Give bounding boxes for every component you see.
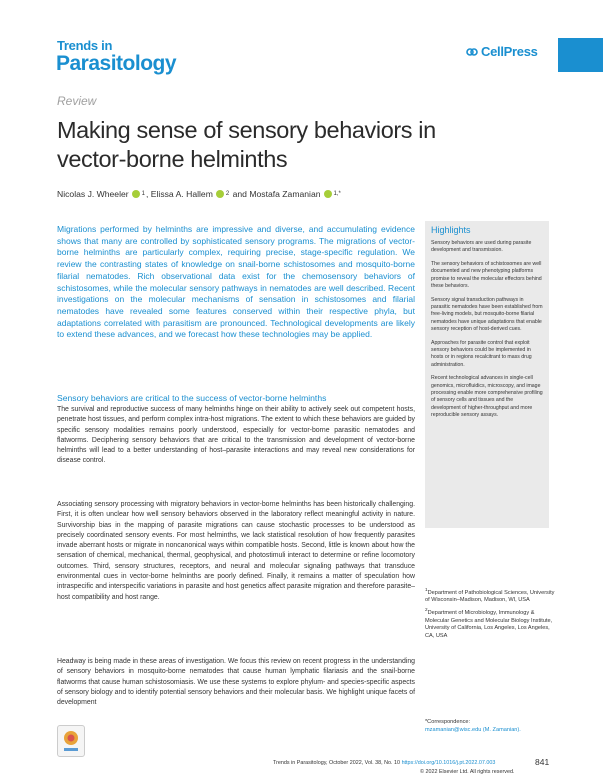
- body-paragraph: Associating sensory processing with migratory behaviors in vector-borne helminths has been historically challenging. First, it is often unclear how well sensory behaviors observed in the laboratory reflect meaningful activity in nature. Survivorship bias in the mapping of parasite migrations can cause stochastic processes to be understood as precisely coordinated sensory events. For most helminths, we lack statistical resolution of how frequently parasites invade aberrant hosts or migrate in noncanonical ways within compatible hosts. Second, little is known about how the sensation of chemical, mechanical, thermal, geophysical, and photostimuli interact to determine or refine locomotory outcomes. Third, sensory structures, receptors, and neural and molecular signaling pathways that transduce environmental cues in vector-borne helminths are poorly defined. Finally, it remains a matter of speculation how intraspecific and interspecific variations in parasite and host genetics affect parasite migration and therefore parasite–host compatibility and host range.: [57, 501, 415, 601]
- affiliation-1: [425, 586, 555, 605]
- footer-copyright: © 2022 Elsevier Ltd. All rights reserved.: [420, 769, 515, 775]
- author-affiliation-mark: 1,*: [333, 191, 341, 197]
- correspondence-label: *Correspondence:: [425, 719, 471, 725]
- footer-citation: [273, 760, 495, 766]
- affiliation-2: [425, 606, 555, 640]
- highlights-box: [425, 221, 549, 528]
- author-separator: ,: [145, 189, 151, 199]
- crossmark-graphic: [58, 726, 84, 756]
- journal-name-line2: Parasitology: [56, 52, 177, 75]
- footer-journal: Trends in Parasitology, October 2022, Vol. 38, No. 10: [273, 760, 401, 766]
- publisher-name: CellPress: [481, 44, 538, 59]
- publisher-logo[interactable]: [466, 44, 538, 59]
- orcid-icon[interactable]: [216, 190, 224, 198]
- affiliation-text: Department of Microbiology, Immunology & Molecular Genetics and Molecular Biology Institute, University of California, Los Angeles, Los Angeles, CA, USA: [425, 609, 553, 639]
- highlight-item: Recent technological advances in single-cell genomics, microfluidics, microscopy, and image processing enable more comprehensive profiling of sensory cells and tissues and the development of higher-throughput and more reproducible sensory assays.: [431, 375, 543, 418]
- author-name[interactable]: Elissa A. Hallem: [150, 189, 213, 199]
- cellpress-icon: [466, 46, 478, 58]
- orcid-icon[interactable]: [324, 190, 332, 198]
- highlight-item: The sensory behaviors of schistosomes are well documented and new phenotyping platforms promise to reveal the molecular effectors behind these behaviors.: [431, 261, 542, 289]
- author-affiliation-mark: 1: [141, 191, 145, 197]
- highlights-title: Highlights: [431, 225, 471, 235]
- affiliation-text: Department of Pathobiological Sciences, University of Wisconsin–Madison, Madison, WI, USA: [425, 589, 555, 604]
- author-name[interactable]: Mostafa Zamanian: [249, 189, 321, 199]
- body-paragraph: The survival and reproductive success of many helminths hinge on their ability to actively seek out competent hosts, penetrate host tissues, and perform complex intra-host migrations. The extent to which these behaviors are guided by specific sensory modalities remains poorly understood, especially for vector-borne parasitic nematodes and flatworms. Deciphering sensory behaviors that are critical to the transmission and development of vector-borne helminths will lead to a better understanding of host–parasite interactions and may reveal new considerations for disease control.: [57, 406, 415, 465]
- footer-doi[interactable]: https://doi.org/10.1016/j.pt.2022.07.003: [401, 760, 496, 766]
- author-affiliation-mark: 2: [225, 191, 230, 197]
- highlight-item: Approaches for parasite control that exploit sensory behaviors could be implemented in hosts or in regions recalcitrant to mass drug administration.: [431, 339, 532, 368]
- article-type: Review: [57, 94, 97, 108]
- section-heading: Sensory behaviors are critical to the success of vector-borne helminths: [57, 393, 327, 403]
- journal-name-line1: Trends in: [57, 38, 113, 53]
- body-paragraph: Headway is being made in these areas of investigation. We focus this review on recent progress in the understanding of sensory behaviors in mosquito-borne nematodes that cause human lymphatic filariasis and the snail-borne flatworms that cause human schistosomiasis. We use these systems to explore phylum- and species-specific aspects of sensory biology and to identify potential sensory behaviors and their molecular basis. We highlight unique facets of development: [57, 658, 415, 707]
- author-list: [57, 189, 342, 199]
- abstract: Migrations performed by helminths are impressive and diverse, and accumulating evidence shows that many are controlled by sophisticated sensory programs. The migrations of vector-borne helminths are particularly complex, requiring precise, stage-specific regulation. We review the contrasting states of knowledge on snail-borne schistosomes and mosquito-borne filarial nematodes. Rich observational data exist for the chemosensory behaviors of schistosomes, while the molecular sensory pathways in nematodes are well described. Recent investigations on the molecular mechanisms of sensation in schistosomes and filarial nematodes have revealed some features conserved within their respective phyla, but adaptations correlated with parasitism are pronounced. Technological developments are likely to extend these advances, and we forecast how these technologies may be applied.: [57, 224, 415, 340]
- author-separator: and: [230, 189, 250, 199]
- highlight-item: Sensory behaviors are used during parasite development and transmission.: [431, 240, 532, 254]
- affiliations: [425, 586, 555, 641]
- author-name[interactable]: Nicolas J. Wheeler: [57, 189, 129, 199]
- article-title: Making sense of sensory behaviors in vector-borne helminths: [57, 117, 436, 172]
- correspondence-email[interactable]: mzamanian@wisc.edu (M. Zamanian).: [425, 726, 521, 733]
- crossmark-icon[interactable]: [57, 725, 85, 757]
- affiliation-mark: 1: [425, 587, 428, 592]
- correspondence: [425, 719, 555, 734]
- orcid-icon[interactable]: [132, 190, 140, 198]
- affiliation-mark: 2: [425, 607, 428, 613]
- page-number: 841: [535, 757, 550, 767]
- header-color-tab: [558, 38, 603, 72]
- highlight-item: Sensory signal transduction pathways in parasitic nematodes have been established from free-living models, but mosquito-borne filarial nematodes have unique adaptations that enable sensory reception of host-derived cues.: [431, 296, 543, 332]
